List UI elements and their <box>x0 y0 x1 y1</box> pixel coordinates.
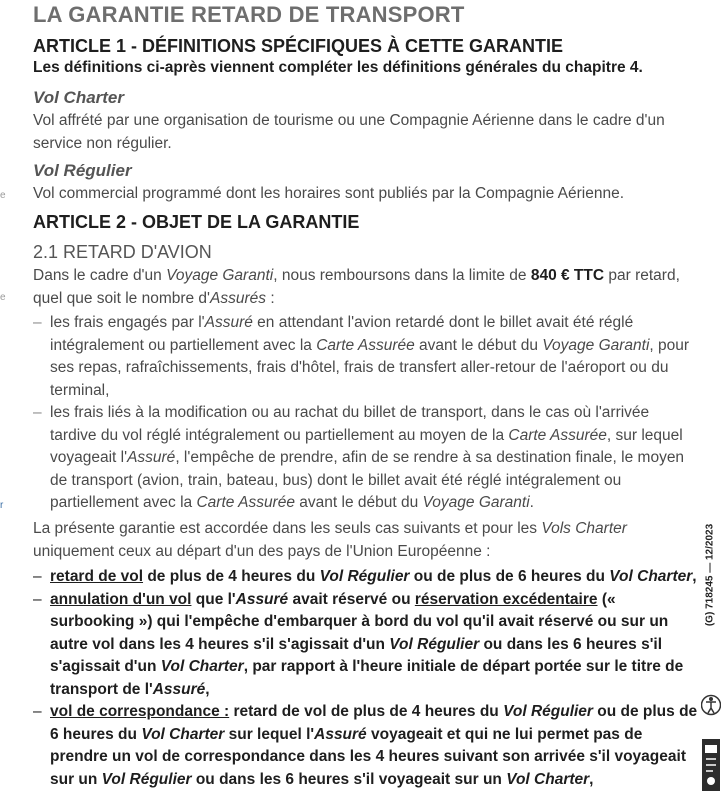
list-item: – les frais liés à la modification ou au rachat du billet de transport, dans le cas où l'arrivée tardive du vol réglé intégralement ou partiellement au moyen de la Carte Assurée, sur lequel voyageait l'Assuré, l'empêche de prendre, afin de se rendre à sa destination finale, le moyen de transport (avion, train, bateau, bus) dont le billet avait été réglé intégralement ou partiellement avec la Carte Assurée avant le début du Voyage Garanti. <box>33 402 698 515</box>
edge-mark: e <box>0 190 6 201</box>
edge-mark: r <box>0 500 4 511</box>
retard-intro: Dans le cadre d'un Voyage Garanti, nous remboursons dans la limite de 840 € TTC par retard, quel que soit le nombre d'Assurés : <box>33 267 680 307</box>
list-item: – retard de vol de plus de 4 heures du Vol Régulier ou de plus de 6 heures du Vol Charter, <box>33 566 698 589</box>
accessibility-icon <box>701 688 721 722</box>
section-title: 2.1 RETARD D'AVION <box>33 242 212 262</box>
page-title: LA GARANTIE RETARD DE TRANSPORT <box>33 2 465 27</box>
cases-list <box>33 566 698 791</box>
list-item: – vol de correspondance : retard de vol de plus de 4 heures du Vol Régulier ou de plus de 6 heures du Vol Charter sur lequel l'Assuré voyageait et qui ne lui permet pas de prendre un vol de correspondance dans les 4 heures suivant son arrivée s'il voyageait sur un Vol Régulier ou dans les 6 heures s'il voyageait sur un Vol Charter, <box>33 701 698 791</box>
list-item: – les frais engagés par l'Assuré en attendant l'avion retardé dont le billet avait été réglé intégralement ou partiellement avec la Carte Assurée avant le début du Voyage Garanti, pour ses repas, rafraîchissements, frais d'hôtel, frais de transfert aller-retour de l'aéroport ou du terminal, <box>33 312 698 402</box>
vol-regulier-definition: Vol commercial programmé dont les horaires sont publiés par la Compagnie Aérienne. <box>33 185 625 202</box>
reading-icon <box>701 735 721 795</box>
vol-charter-term: Vol Charter <box>33 88 125 107</box>
edge-mark: e <box>0 292 6 303</box>
vol-regulier-term: Vol Régulier <box>33 161 132 180</box>
document-reference: (G) 718245 — 12/2023 <box>704 523 716 627</box>
article-1-intro: Les définitions ci-après viennent compléter les définitions générales du chapitre 4. <box>33 59 643 76</box>
list-item: – annulation d'un vol que l'Assuré avait réservé ou réservation excédentaire (« surbooking ») qui l'empêche d'embarquer à bord du vol qu'il avait réservé ou sur un autre vol dans les 4 heures s'il s'agissait d'un Vol Régulier ou dans les 6 heures s'il s'agissait d'un Vol Charter, par rapport à l'heure initiale de départ portée sur le titre de transport de l'Assuré, <box>33 589 698 702</box>
vol-charter-definition: Vol affrété par une organisation de tourisme ou une Compagnie Aérienne dans le cadre d'un service non régulier. <box>33 112 665 152</box>
cases-intro: La présente garantie est accordée dans les seuls cas suivants et pour les Vols Charter uniquement ceux au départ d'un des pays de l'Union Européenne : <box>33 520 627 560</box>
expense-list <box>33 312 698 515</box>
article-1-title: ARTICLE 1 - DÉFINITIONS SPÉCIFIQUES À CETTE GARANTIE <box>33 36 564 56</box>
article-2-title: ARTICLE 2 - OBJET DE LA GARANTIE <box>33 212 360 232</box>
